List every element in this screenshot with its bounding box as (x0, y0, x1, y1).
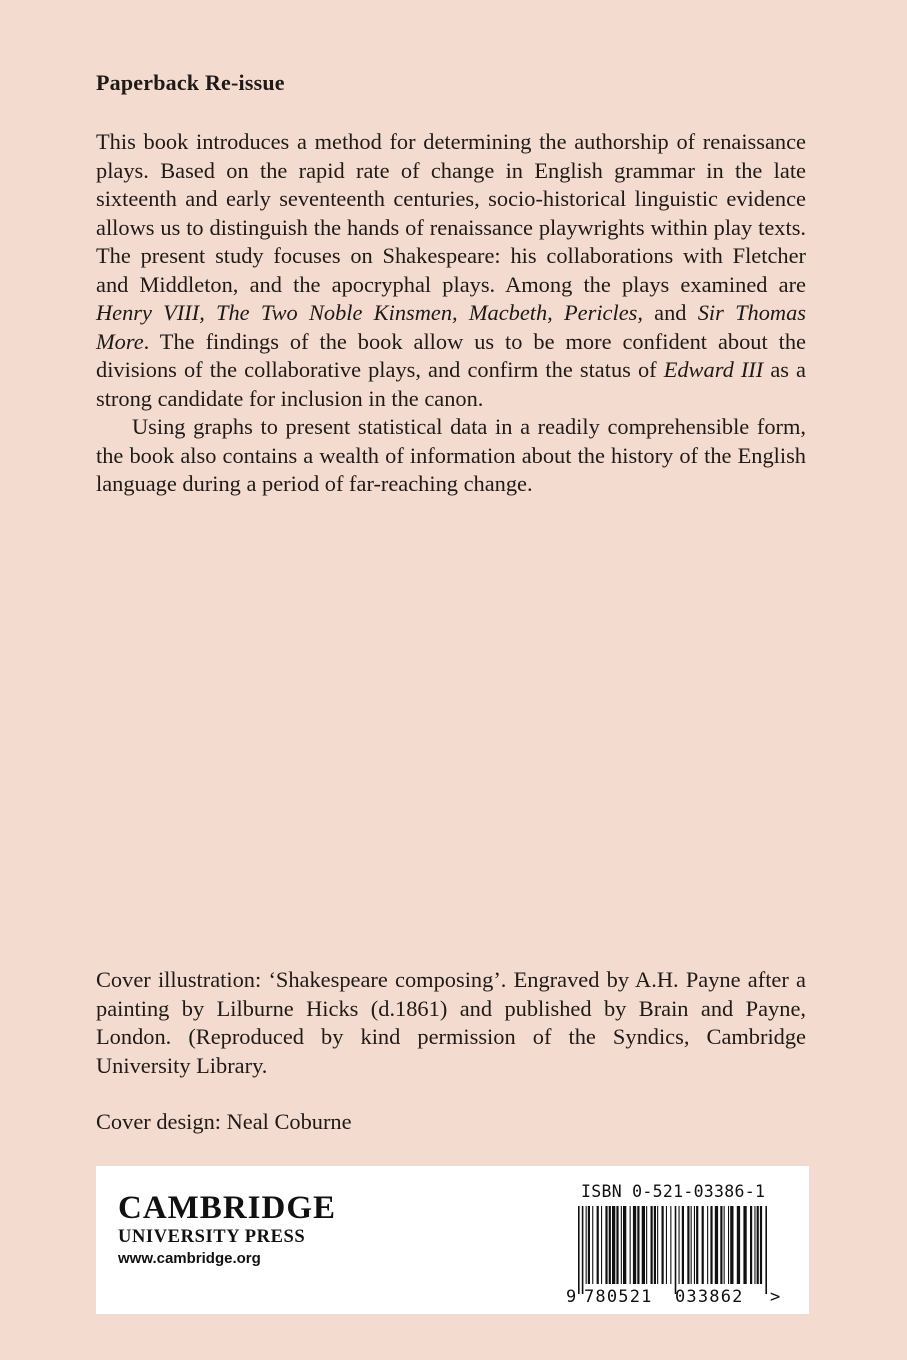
barcode-bar (646, 1206, 647, 1284)
blurb (96, 128, 806, 499)
isbn-barcode (564, 1206, 789, 1306)
barcode-bars (578, 1206, 767, 1294)
blurb-text-run: and (642, 300, 698, 325)
barcode-bar (654, 1206, 656, 1284)
publisher-url: www.cambridge.org (118, 1250, 261, 1267)
heading: Paperback Re-issue (96, 70, 285, 95)
barcode-bar (651, 1206, 653, 1284)
barcode-bar (750, 1206, 752, 1284)
play-title: Edward III (663, 357, 764, 382)
barcode-digits-left: 780521 (584, 1287, 653, 1306)
publisher-subtitle: UNIVERSITY PRESS (118, 1227, 306, 1247)
barcode-bar (679, 1206, 680, 1284)
barcode-bar (609, 1206, 611, 1284)
barcode-bar (765, 1206, 767, 1294)
barcode-bar (730, 1206, 733, 1284)
barcode-bar (623, 1206, 626, 1284)
barcode-bar (601, 1206, 602, 1284)
blurb-paragraph-2: Using graphs to present statistical data in a readily comprehensible form, the book also contains a wealth of information about the history of the English language during a period of far-reaching change. (96, 414, 806, 496)
barcode-bar (720, 1206, 722, 1284)
barcode-bar (743, 1206, 746, 1284)
barcode-bar (586, 1206, 587, 1284)
blurb-text-run: as a strong candidate for inclusion in the canon. (96, 357, 806, 411)
barcode-bar (707, 1206, 708, 1284)
cover-design-credit: Cover design: Neal Coburne (96, 1109, 352, 1134)
barcode-bar (597, 1206, 599, 1284)
barcode-digit-prefix: 9 (566, 1287, 577, 1306)
blurb-text-run: This book introduces a method for determining the authorship of renaissance plays. Based on the rapid rate of change in English grammar in the late sixteenth and early seventeenth centuries, socio-historical linguistic evidence allows us to distinguish the hands of renaissance playwrights within play texts. The present study focuses on Shakespeare: his collaborations with Fletcher and Middleton, and the apocryphal plays. Among the plays examined are (96, 129, 806, 297)
barcode-bar (612, 1206, 615, 1284)
barcode-quiet-zone-marker: > (770, 1287, 781, 1306)
barcode-bar (724, 1206, 725, 1284)
publisher-name: CAMBRIDGE (118, 1190, 337, 1226)
barcode-bar (592, 1206, 593, 1284)
barcode-bar (657, 1206, 658, 1284)
barcode-bar (578, 1206, 580, 1294)
barcode-bar (633, 1206, 636, 1284)
barcode-bar (642, 1206, 645, 1284)
barcode-bar (605, 1206, 607, 1284)
barcode-bar (760, 1206, 762, 1284)
barcode-bar (754, 1206, 755, 1284)
cambridge-logo (118, 1190, 336, 1270)
isbn-label: ISBN 0-521-03386-1 (581, 1182, 766, 1201)
blurb-paragraph-1 (96, 128, 806, 413)
blurb-text-run: . The findings of the book allow us to be more confident about the divisions of the collaborative plays, and confirm the status of (96, 328, 806, 382)
barcode-bar (728, 1206, 729, 1284)
barcode-bar (621, 1206, 622, 1284)
barcode-bar (666, 1206, 667, 1284)
barcode-bar (616, 1206, 618, 1284)
barcode-bar (691, 1206, 692, 1284)
barcode-bar (687, 1206, 689, 1284)
play-title: Henry VIII, The Two Noble Kinsmen, Macbeth, Pericles, (96, 300, 643, 325)
barcode-bar (694, 1206, 695, 1284)
barcode-digits-right: 033862 (675, 1287, 744, 1306)
barcode-bar (737, 1206, 740, 1284)
barcode-bar (710, 1206, 712, 1284)
barcode-bar (637, 1206, 639, 1284)
barcode-bar (696, 1206, 698, 1284)
barcode-bar (662, 1206, 664, 1284)
barcode-bar (682, 1206, 684, 1284)
barcode-bar (630, 1206, 631, 1284)
cover-illustration-credit (96, 966, 806, 1080)
barcode-bar (757, 1206, 759, 1284)
illustration-credit-text: Cover illustration: ‘Shakespeare composing’. Engraved by A.H. Payne after a painting by Lilburne Hicks (d.1861) and published by Brain and Payne, London. (Reproduced by kind permission of the Syndics, Cambridge University Library. (96, 967, 806, 1078)
publisher-footer (96, 1166, 809, 1314)
play-title: Sir Thomas More (96, 300, 806, 354)
barcode-bar (675, 1206, 677, 1294)
barcode-bar (715, 1206, 718, 1284)
barcode-bar (670, 1206, 671, 1284)
barcode-bar (588, 1206, 590, 1284)
barcode-bar (582, 1206, 584, 1294)
barcode-bar (702, 1206, 704, 1284)
